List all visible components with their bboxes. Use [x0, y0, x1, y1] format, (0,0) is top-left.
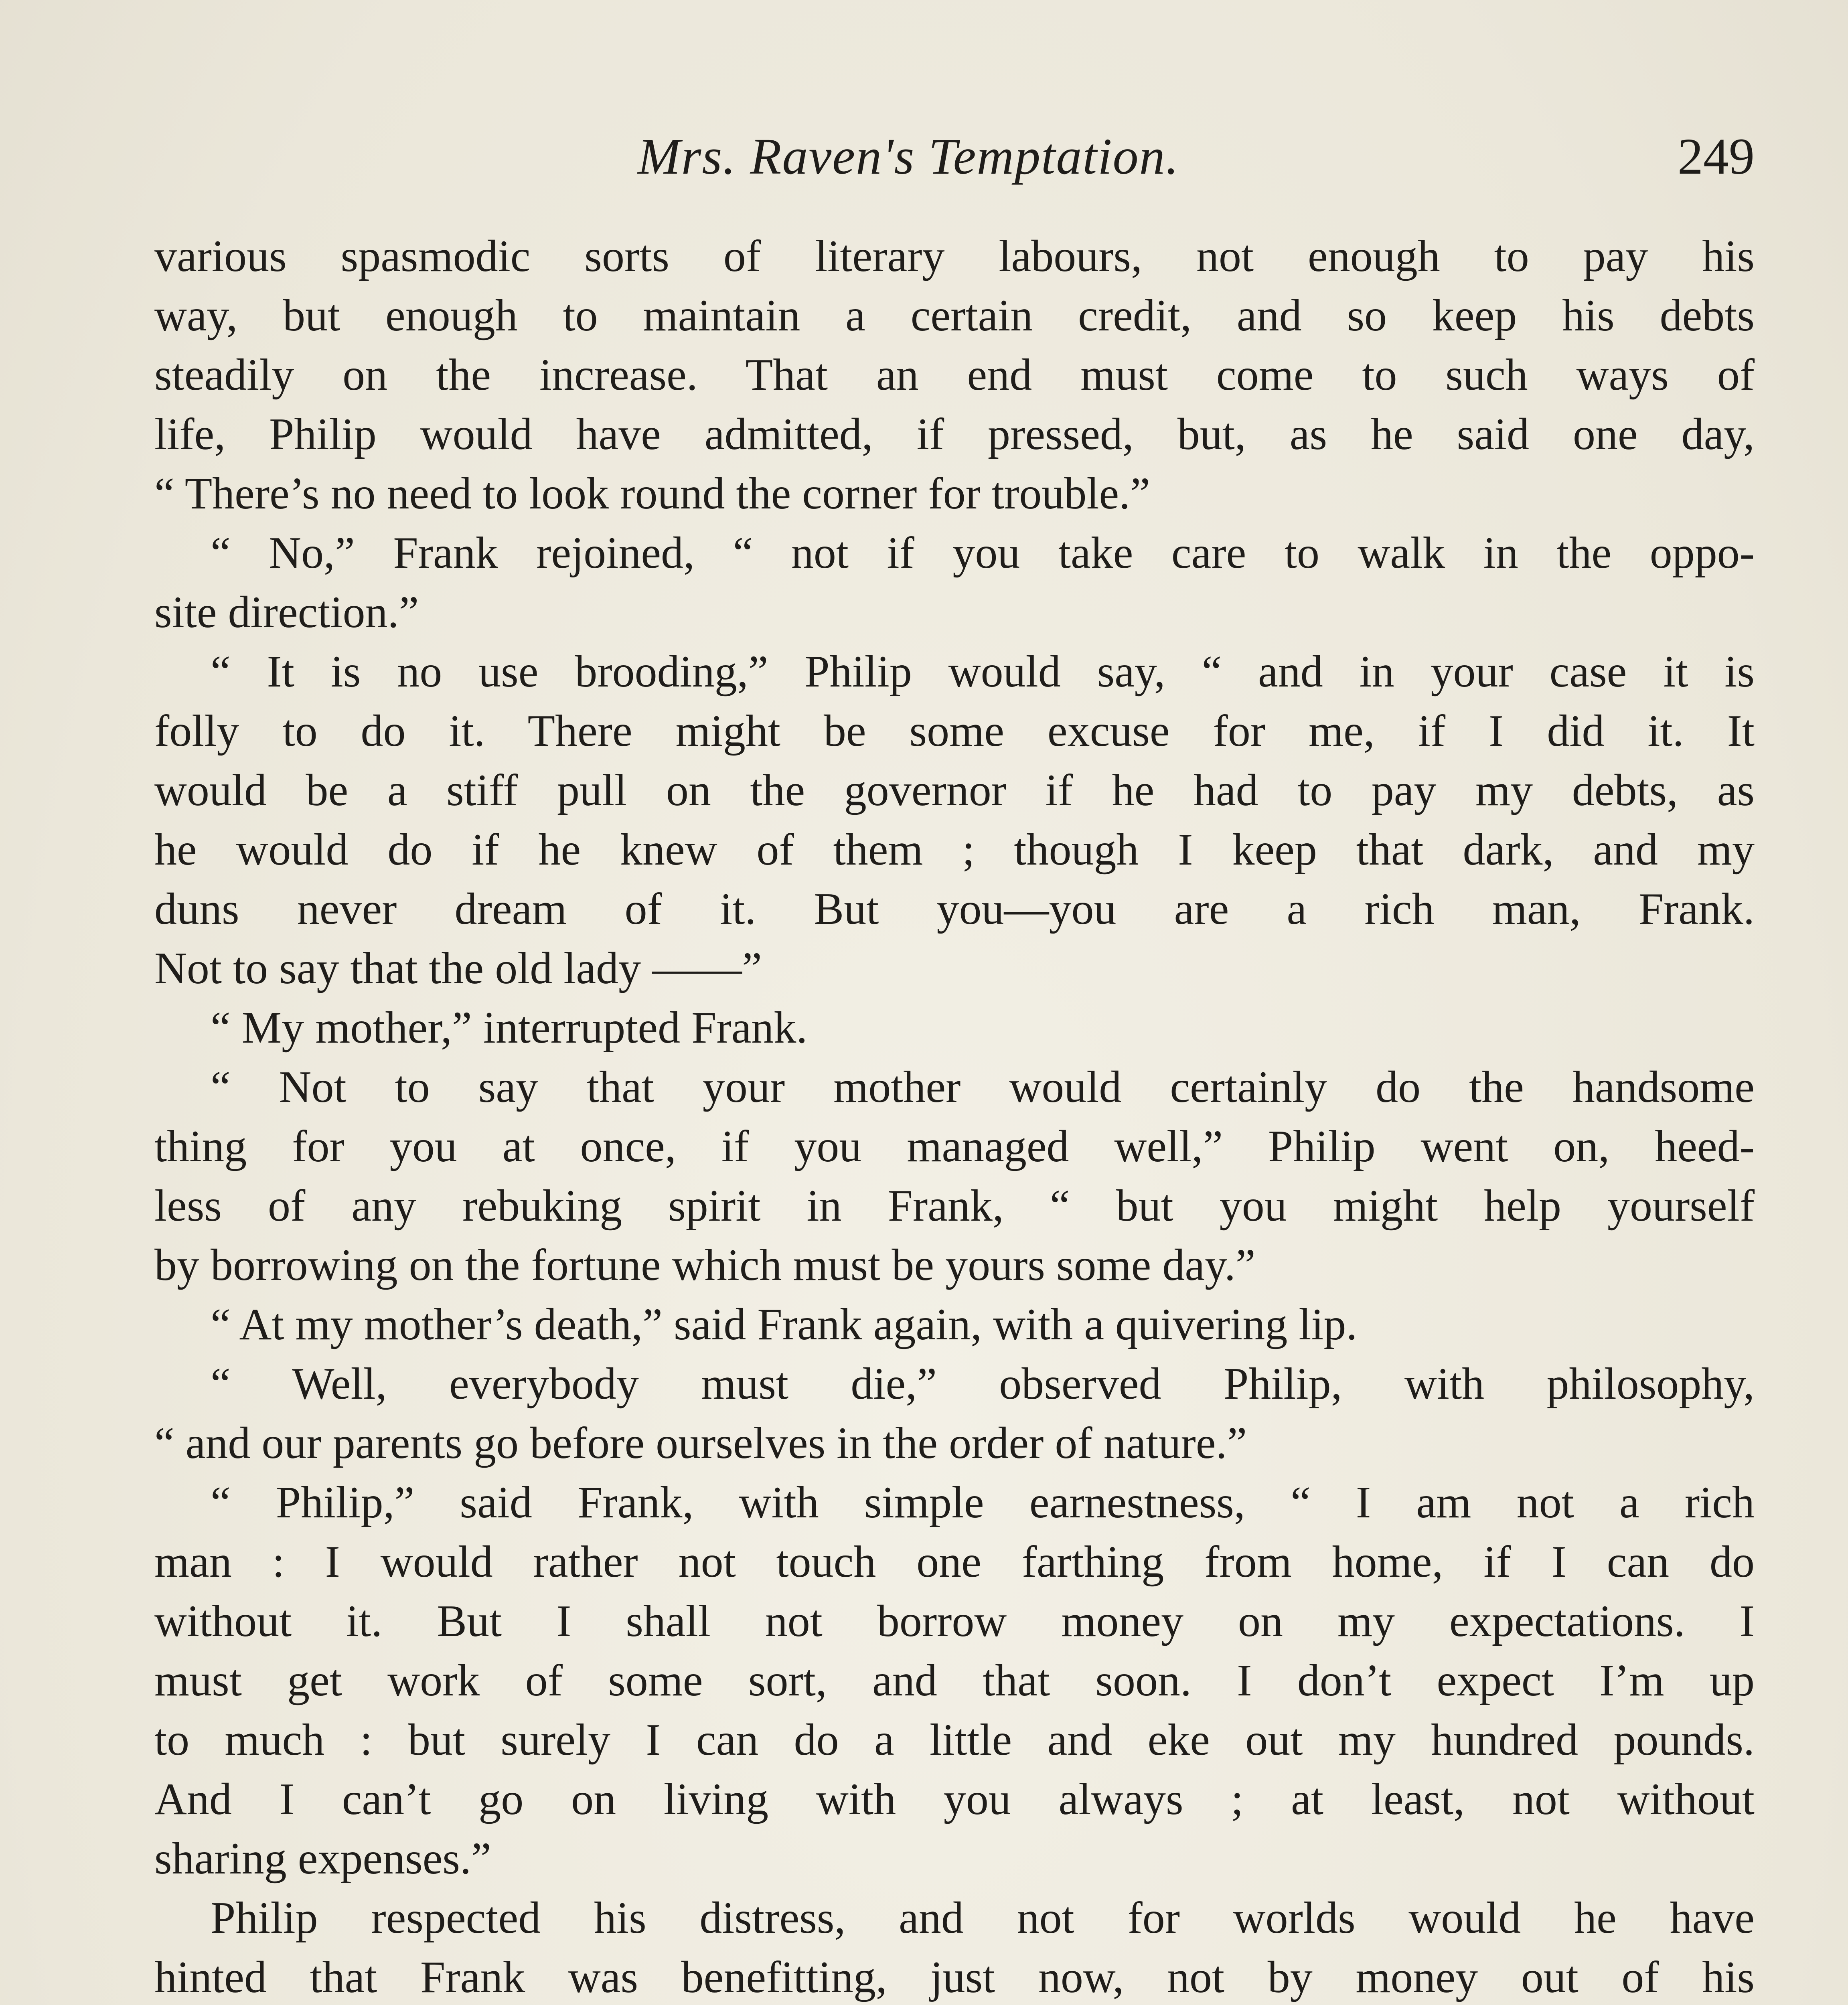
text-line: “ No,” Frank rejoined, “ not if you take care to walk in the oppo-	[211, 528, 1755, 578]
text-line: And I can’t go on living with you always ; at least, not without	[154, 1774, 1755, 1824]
text-line: he would do if he knew of them ; though I keep that dark, and my	[154, 825, 1755, 875]
text-line: “ My mother,” interrupted Frank.	[211, 1003, 808, 1053]
text-line: thing for you at once, if you managed well,” Philip went on, heed-	[154, 1122, 1755, 1171]
text-line: must get work of some sort, and that soon. I don’t expect I’m up	[154, 1656, 1755, 1705]
body-text	[154, 227, 1755, 2005]
text-line: sharing expenses.”	[154, 1834, 491, 1883]
text-line: hinted that Frank was benefitting, just now, not by money out of his	[154, 1952, 1755, 2002]
text-line: site direction.”	[154, 587, 419, 637]
page-number: 249	[1678, 128, 1755, 185]
text-line: “ It is no use brooding,” Philip would say, “ and in your case it is	[211, 647, 1755, 697]
page-header	[154, 116, 1755, 196]
text-line: less of any rebuking spirit in Frank, “ but you might help yourself	[154, 1181, 1755, 1231]
text-line: “ Philip,” said Frank, with simple earnestness, “ I am not a rich	[211, 1478, 1755, 1527]
text-line: “ There’s no need to look round the corner for trouble.”	[154, 469, 1150, 518]
text-line: folly to do it. There might be some excuse for me, if I did it. It	[154, 706, 1755, 756]
text-line: way, but enough to maintain a certain credit, and so keep his debts	[154, 291, 1755, 340]
text-line: Philip respected his distress, and not for worlds would he have	[211, 1893, 1755, 1943]
text-line: steadily on the increase. That an end must come to such ways of	[154, 350, 1755, 400]
text-line: “ Not to say that your mother would certainly do the handsome	[211, 1062, 1755, 1112]
text-line: to much : but surely I can do a little and eke out my hundred pounds.	[154, 1715, 1755, 1765]
text-line: Not to say that the old lady ——”	[154, 944, 762, 993]
running-title: Mrs. Raven's Temptation.	[638, 128, 1179, 185]
text-line: duns never dream of it. But you—you are a rich man, Frank.	[154, 884, 1755, 934]
text-line: man : I would rather not touch one farthing from home, if I can do	[154, 1537, 1755, 1587]
text-line: various spasmodic sorts of literary labours, not enough to pay his	[154, 231, 1755, 281]
text-line: without it. But I shall not borrow money on my expectations. I	[154, 1596, 1755, 1646]
text-line: “ and our parents go before ourselves in the order of nature.”	[154, 1418, 1247, 1468]
text-line: would be a stiff pull on the governor if he had to pay my debts, as	[154, 766, 1755, 815]
text-line: by borrowing on the fortune which must be yours some day.”	[154, 1240, 1256, 1290]
text-line: “ Well, everybody must die,” observed Philip, with philosophy,	[211, 1359, 1755, 1409]
text-line: life, Philip would have admitted, if pressed, but, as he said one day,	[154, 409, 1755, 459]
text-line: “ At my mother’s death,” said Frank again, with a quivering lip.	[211, 1300, 1358, 1349]
